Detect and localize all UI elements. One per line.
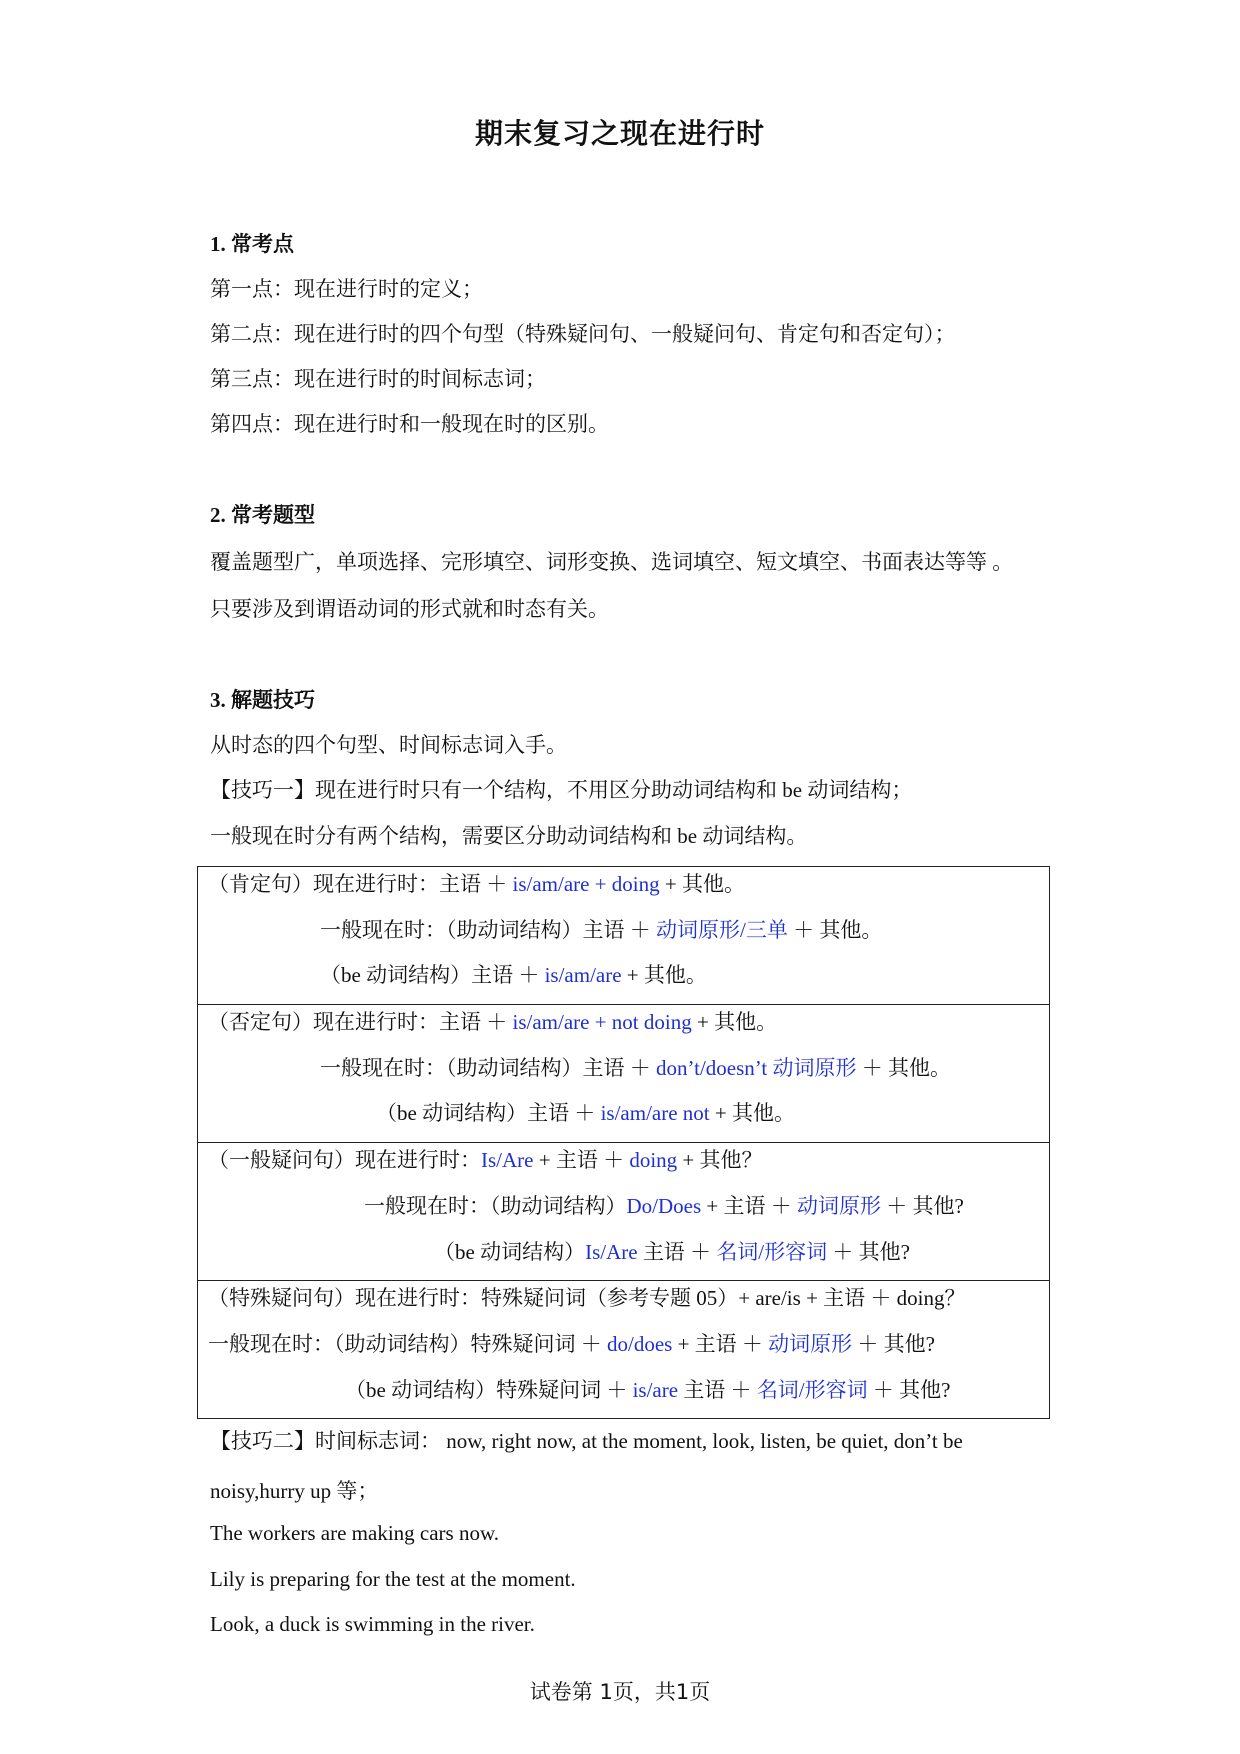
formula-text: （肯定句）现在进行时：主语 ＋ [208, 872, 513, 896]
formula-highlight: is/am/are + doing [512, 872, 660, 896]
formula-text: + 其他。 [709, 1101, 795, 1126]
formula-text: （be 动词结构）主语 ＋ [320, 963, 545, 988]
formula-text: 主语 ＋ [637, 1239, 717, 1264]
formula-highlight: 名词/形容词 [756, 1377, 868, 1402]
table-cell [198, 1143, 1050, 1281]
formula-highlight: 动词原形/三单 [656, 917, 788, 942]
formula-text: （be 动词结构） [434, 1239, 586, 1264]
formula-text: ＋ 其他? [867, 1377, 951, 1402]
table-line [198, 958, 1049, 1004]
table-line [198, 1096, 1049, 1142]
formula-text: + 其他。 [691, 1010, 778, 1035]
formula-text: （一般疑问句）现在进行时： [208, 1148, 481, 1173]
section1-heading: 1. 常考点 [210, 232, 294, 256]
table-line [198, 1143, 1049, 1189]
table-line [198, 1373, 1049, 1419]
page-footer: 试卷第 1页，共1页 [529, 1680, 711, 1704]
formula-text: 一般现在时：（助动词结构）主语 ＋ [320, 917, 656, 942]
table-line [198, 867, 1049, 913]
tip2-line: noisy,hurry up 等； [210, 1479, 379, 1503]
formula-text: 主语 ＋ [678, 1377, 757, 1402]
example-sentence: Lily is preparing for the test at the moment. [210, 1567, 576, 1591]
formula-text: 一般现在时：（助动词结构） [364, 1193, 627, 1218]
section1-point: 第一点：现在进行时的定义； [210, 277, 483, 301]
section2-heading: 2. 常考题型 [210, 503, 315, 527]
formula-highlight: don’t/doesn’t 动词原形 [656, 1055, 857, 1080]
table-cell [198, 1281, 1050, 1419]
formula-text: ＋ 其他。 [787, 917, 883, 942]
tip1-line: 【技巧一】现在进行时只有一个结构，不用区分助动词结构和 be 动词结构； [210, 778, 913, 802]
formula-text: ＋ 其他。 [856, 1055, 951, 1080]
formula-text: ＋ 其他? [852, 1331, 935, 1356]
formula-text: + 主语 ＋ [701, 1193, 798, 1218]
formula-text: （be 动词结构）特殊疑问词 ＋ [345, 1377, 633, 1402]
section3-heading: 3. 解题技巧 [210, 688, 315, 712]
table-line [198, 1235, 1049, 1281]
formula-highlight: is/am/are [544, 963, 622, 988]
formula-text: （be 动词结构）主语 ＋ [376, 1101, 601, 1126]
formula-text: （特殊疑问句）现在进行时：特殊疑问词（参考专题 05）+ are/is + 主语 ＋ doing？ [208, 1286, 966, 1311]
table-line [198, 1281, 1049, 1327]
section1-point: 第三点：现在进行时的时间标志词； [210, 367, 546, 391]
table-line [198, 913, 1049, 959]
formula-text: + 主语 ＋ [533, 1148, 630, 1173]
formula-text: + 其他。 [659, 872, 745, 896]
table-row [198, 1005, 1050, 1143]
tip1-line: 一般现在时分有两个结构，需要区分助动词结构和 be 动词结构。 [210, 824, 808, 848]
formula-highlight: is/are [632, 1377, 679, 1402]
formula-highlight: Do/Does [626, 1193, 702, 1218]
formula-highlight: 名词/形容词 [716, 1239, 828, 1264]
section1-point: 第二点：现在进行时的四个句型（特殊疑问句、一般疑问句、肯定句和否定句）； [210, 322, 956, 346]
formula-highlight: is/am/are not [600, 1101, 710, 1126]
example-sentence: The workers are making cars now. [210, 1521, 500, 1545]
page-title: 期末复习之现在进行时 [474, 119, 765, 150]
section3-intro: 从时态的四个句型、时间标志词入手。 [210, 733, 567, 757]
formula-highlight: is/am/are + not doing [512, 1010, 692, 1035]
table-line [198, 1189, 1049, 1235]
table-row [198, 1281, 1050, 1419]
table-line [198, 1051, 1049, 1097]
formula-text: （否定句）现在进行时：主语 ＋ [208, 1010, 513, 1035]
formula-highlight: Is/Are [481, 1148, 534, 1173]
formula-text: ＋ 其他? [827, 1239, 910, 1264]
grammar-table-body [198, 867, 1050, 1419]
table-line [198, 1327, 1049, 1373]
formula-text: ＋ 其他? [881, 1193, 964, 1218]
formula-text: + 主语 ＋ [672, 1331, 769, 1356]
formula-highlight: Is/Are [585, 1239, 638, 1264]
table-row [198, 867, 1050, 1005]
tip2-line: 【技巧二】时间标志词： now, right now, at the moment, look, listen, be quiet, don’t be [210, 1429, 963, 1453]
grammar-table [197, 866, 1050, 1419]
section2-line: 只要涉及到谓语动词的形式就和时态有关。 [210, 597, 609, 621]
formula-text: + 其他？ [677, 1148, 763, 1173]
formula-highlight: 动词原形 [768, 1331, 853, 1356]
table-row [198, 1143, 1050, 1281]
formula-highlight: do/does [607, 1331, 673, 1356]
table-line [198, 1005, 1049, 1051]
section2-line: 覆盖题型广，单项选择、完形填空、词形变换、选词填空、短文填空、书面表达等等 。 [210, 550, 1014, 574]
formula-highlight: 动词原形 [797, 1193, 882, 1218]
section1-point: 第四点：现在进行时和一般现在时的区别。 [210, 412, 609, 436]
table-cell [198, 867, 1050, 1005]
example-sentence: Look, a duck is swimming in the river. [210, 1612, 535, 1636]
formula-text: 一般现在时：（助动词结构）主语 ＋ [320, 1055, 656, 1080]
table-cell [198, 1005, 1050, 1143]
formula-text: + 其他。 [621, 963, 707, 988]
formula-highlight: doing [629, 1148, 678, 1173]
formula-text: 一般现在时：（助动词结构）特殊疑问词 ＋ [208, 1331, 607, 1356]
